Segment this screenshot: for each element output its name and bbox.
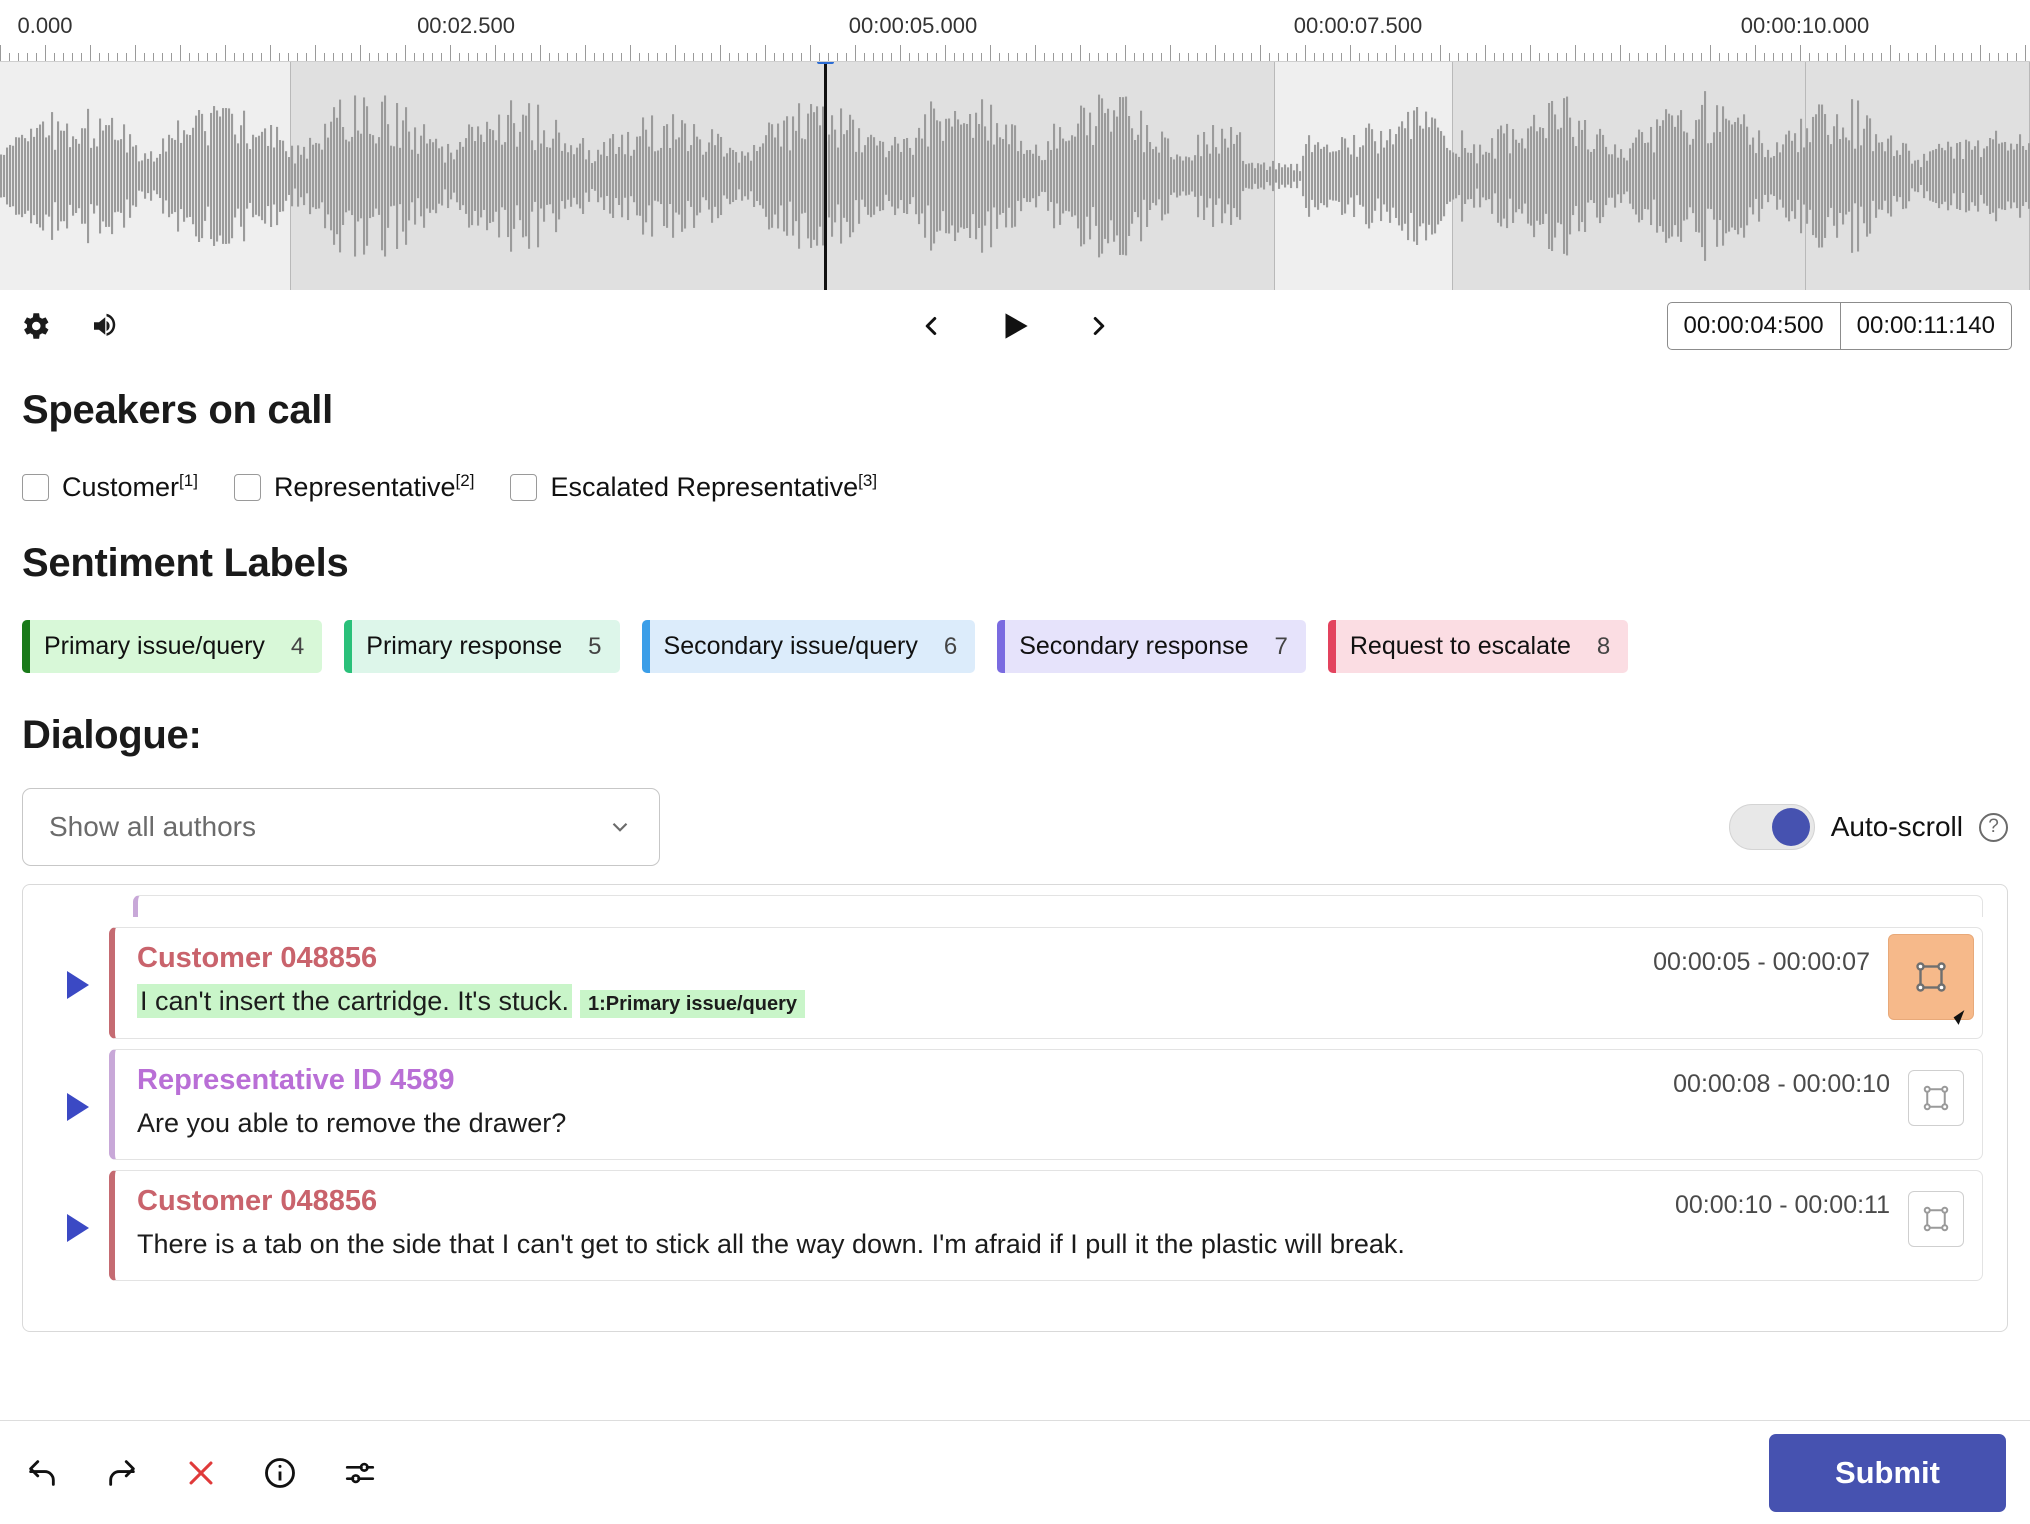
sentiment-chip-key: 7 — [1274, 632, 1288, 660]
sentiment-chip-label: Primary issue/query — [44, 632, 265, 660]
speaker-label: Customer[1] — [62, 471, 198, 502]
speakers-heading: Speakers on call — [22, 388, 333, 432]
speaker-option-customer[interactable] — [22, 471, 198, 503]
audio-waveform — [0, 62, 2030, 290]
sentiment-label-list — [22, 620, 2008, 673]
sentiment-chip-label: Secondary issue/query — [663, 632, 918, 660]
dialogue-controls — [22, 788, 2008, 866]
volume-icon[interactable] — [86, 311, 122, 341]
sentiment-chip-key: 4 — [290, 632, 305, 660]
sentiment-chip-key: 6 — [943, 632, 958, 660]
message-text: Are you able to remove the drawer? — [137, 1108, 567, 1138]
chevron-down-icon — [607, 814, 633, 840]
message-tag: 1:Primary issue/query — [580, 990, 805, 1018]
timeline-ruler[interactable] — [0, 0, 2030, 62]
play-segment-icon[interactable] — [67, 1214, 89, 1242]
message-text — [137, 985, 1653, 1019]
speaker-label: Escalated Representative[3] — [550, 471, 878, 502]
dialogue-heading: Dialogue: — [22, 713, 202, 757]
checkbox-icon[interactable] — [234, 474, 261, 501]
message-text: There is a tab on the side that I can't get to stick all the way down. I'm afraid if I pull it the plastic will break. — [137, 1228, 1405, 1259]
selection-end-time: 00:00:11:140 — [1840, 303, 2011, 349]
playhead[interactable] — [824, 62, 827, 290]
toggle-knob — [1772, 808, 1810, 846]
crop-icon — [1913, 959, 1949, 995]
sentiment-chip-primary-issue[interactable] — [22, 620, 322, 673]
list-item — [23, 917, 2007, 1039]
message-author: Customer 048856 — [137, 1184, 378, 1217]
ruler-tick-label: 00:00:05.000 — [848, 13, 978, 38]
crop-region-button[interactable] — [1908, 1191, 1964, 1247]
crop-region-button[interactable] — [1908, 1070, 1964, 1126]
info-icon[interactable] — [262, 1455, 298, 1491]
message-card[interactable] — [109, 1170, 1983, 1281]
undo-icon[interactable] — [24, 1456, 60, 1490]
redo-icon[interactable] — [104, 1456, 140, 1490]
transport-bar — [0, 290, 2030, 362]
play-segment-icon[interactable] — [67, 971, 89, 999]
close-icon[interactable] — [184, 1456, 218, 1490]
author-filter-select[interactable] — [22, 788, 660, 866]
list-item — [23, 1160, 2007, 1281]
crop-region-button[interactable] — [1888, 934, 1974, 1020]
main-content — [0, 362, 2030, 1420]
autoscroll-toggle[interactable] — [1729, 804, 1815, 850]
sentiment-chip-key: 5 — [588, 632, 602, 660]
message-timestamp: 00:00:05 - 00:00:07 — [1653, 948, 1870, 976]
list-item-partial — [133, 895, 1983, 917]
play-segment-icon[interactable] — [67, 1093, 89, 1121]
sentiment-chip-primary-response[interactable] — [344, 620, 619, 673]
ruler-tick-label: 00:02.500 — [417, 13, 515, 38]
ruler-ticks — [0, 39, 2030, 61]
autoscroll-label: Auto-scroll — [1830, 811, 1963, 842]
help-icon[interactable]: ? — [1979, 813, 2008, 842]
message-author: Representative ID 4589 — [137, 1064, 455, 1096]
sentiment-chip-label: Primary response — [366, 632, 563, 660]
sentiment-chip-secondary-issue[interactable] — [642, 620, 976, 673]
autoscroll-control — [1729, 804, 2008, 850]
dialogue-list[interactable] — [22, 884, 2008, 1332]
crop-icon — [1921, 1083, 1951, 1113]
crop-icon — [1921, 1204, 1951, 1234]
time-range-display[interactable] — [1667, 302, 2013, 350]
checkbox-icon[interactable] — [22, 474, 49, 501]
waveform-panel[interactable] — [0, 0, 2030, 290]
message-author: Customer 048856 — [137, 942, 378, 974]
previous-icon[interactable] — [916, 308, 946, 344]
sentiment-chip-label: Request to escalate — [1349, 632, 1571, 660]
sliders-icon[interactable] — [342, 1456, 378, 1490]
sentiment-chip-label: Secondary response — [1019, 632, 1249, 660]
submit-button[interactable]: Submit — [1769, 1434, 2006, 1512]
speaker-option-representative[interactable] — [234, 471, 475, 503]
selection-start-time: 00:00:04:500 — [1683, 312, 1824, 339]
sentiment-chip-secondary-response[interactable] — [997, 620, 1306, 673]
next-icon[interactable] — [1084, 308, 1114, 344]
mouse-cursor — [1954, 1010, 1970, 1025]
playhead-handle[interactable] — [817, 62, 834, 64]
message-card[interactable] — [109, 1049, 1983, 1160]
speaker-checkbox-group — [22, 471, 2008, 503]
ruler-tick-label: 00:00:10.000 — [1740, 13, 1870, 38]
sentiment-chip-key: 8 — [1596, 632, 1611, 660]
ruler-tick-label: 00:00:07.500 — [1293, 13, 1423, 38]
sentiment-heading: Sentiment Labels — [22, 541, 349, 585]
waveform-canvas-area[interactable] — [0, 62, 2030, 290]
gear-icon[interactable] — [18, 309, 52, 343]
ruler-tick-label: 0.000 — [17, 13, 73, 38]
list-item — [23, 1039, 2007, 1160]
author-filter-value: Show all authors — [49, 811, 257, 842]
message-timestamp: 00:00:10 - 00:00:11 — [1675, 1190, 1890, 1219]
play-icon[interactable] — [996, 306, 1034, 346]
checkbox-icon[interactable] — [510, 474, 537, 501]
message-card[interactable] — [109, 927, 1983, 1039]
speaker-option-escalated-representative[interactable] — [510, 471, 877, 503]
message-text-highlight: I can't insert the cartridge. It's stuck. — [137, 984, 572, 1018]
speaker-label: Representative[2] — [273, 471, 475, 502]
footer-toolbar — [0, 1420, 2030, 1524]
sentiment-chip-request-escalate[interactable] — [1328, 620, 1628, 673]
message-timestamp: 00:00:08 - 00:00:10 — [1673, 1070, 1890, 1098]
